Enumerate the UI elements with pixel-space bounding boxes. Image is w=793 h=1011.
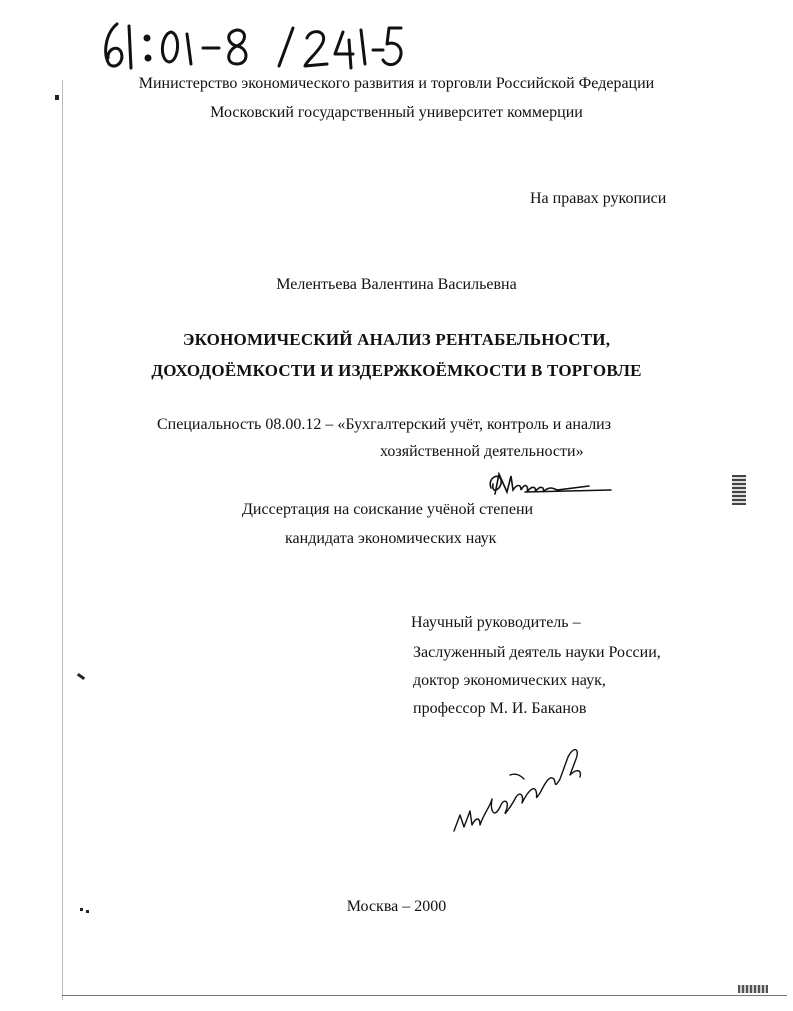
dissertation-line-1: Диссертация на соискание учёной степени bbox=[242, 501, 534, 518]
university-line: Московский государственный университет коммерции bbox=[210, 104, 583, 121]
author-name: Мелентьева Валентина Васильевна bbox=[276, 276, 517, 293]
specialty-line-2: хозяйственной деятельности» bbox=[380, 443, 584, 460]
specialty-line-1: Специальность 08.00.12 – «Бухгалтерский учёт, контроль и анализ bbox=[157, 416, 612, 433]
author-signature bbox=[485, 466, 625, 502]
scan-bottom-line bbox=[62, 995, 787, 996]
scan-dot bbox=[77, 673, 85, 680]
supervisor-degree: доктор экономических наук, bbox=[413, 672, 606, 689]
city-year: Москва – 2000 bbox=[346, 898, 447, 915]
thesis-title-line-2: ДОХОДОЁМКОСТИ И ИЗДЕРЖКОЁМКОСТИ В ТОРГОВЛЕ bbox=[151, 361, 642, 380]
ministry-line: Министерство экономического развития и торговли Российской Федерации bbox=[138, 75, 655, 92]
manuscript-rights: На правах рукописи bbox=[530, 190, 667, 207]
scan-edge-noise bbox=[738, 985, 768, 993]
scan-margin-line bbox=[62, 80, 63, 1000]
handwritten-code bbox=[95, 14, 405, 74]
scan-dot bbox=[86, 910, 89, 913]
scan-dot bbox=[55, 95, 59, 100]
supervisor-signature bbox=[450, 735, 590, 845]
dissertation-line-2: кандидата экономических наук bbox=[285, 530, 497, 547]
supervisor-honor: Заслуженный деятель науки России, bbox=[413, 644, 661, 661]
supervisor-name: профессор М. И. Баканов bbox=[413, 700, 587, 717]
supervisor-label: Научный руководитель – bbox=[411, 614, 581, 631]
scan-edge-noise bbox=[732, 475, 746, 505]
scan-dot bbox=[80, 908, 83, 911]
thesis-title-line-1: ЭКОНОМИЧЕСКИЙ АНАЛИЗ РЕНТАБЕЛЬНОСТИ, bbox=[182, 330, 611, 349]
